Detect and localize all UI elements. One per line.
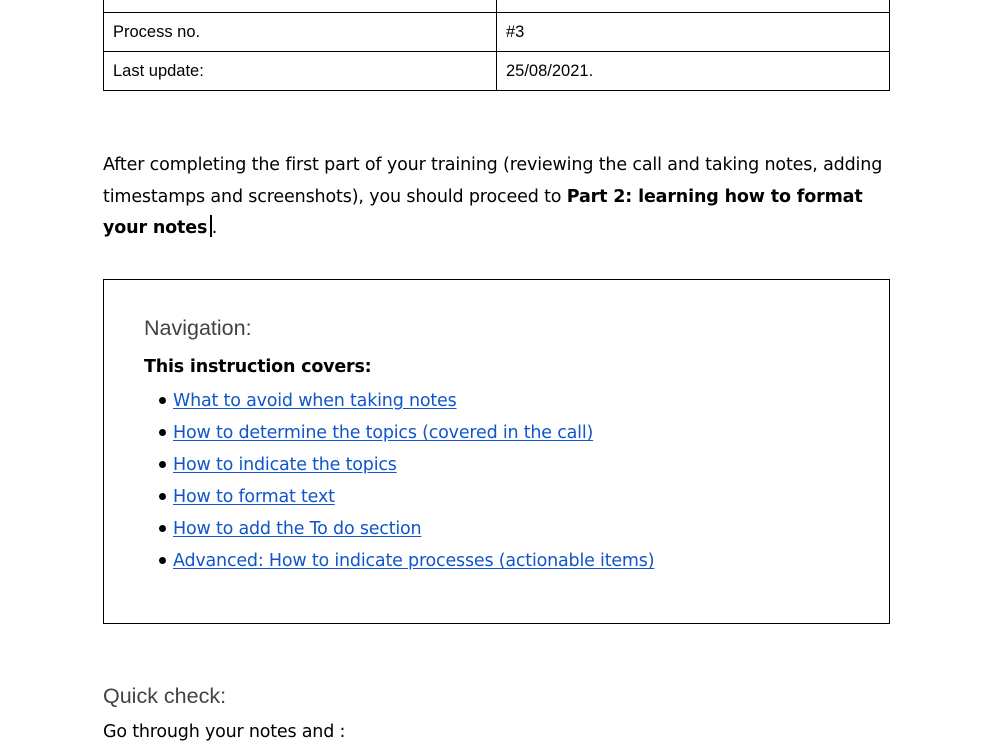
- nav-link-indicate-topics[interactable]: How to indicate the topics: [173, 455, 397, 475]
- table-row: [104, 0, 890, 13]
- process-info-table: [103, 0, 890, 91]
- navigation-subtitle: This instruction covers:: [144, 357, 372, 377]
- process-no-label[interactable]: Process no.: [104, 13, 497, 52]
- bullet-icon: [159, 397, 166, 404]
- list-item: [159, 545, 654, 577]
- quick-check-heading: Quick check:: [103, 684, 227, 708]
- table-cell-value[interactable]: [497, 0, 890, 13]
- bullet-icon: [159, 493, 166, 500]
- table-row: [104, 13, 890, 52]
- quick-check-text[interactable]: Go through your notes and :: [103, 722, 346, 742]
- nav-link-avoid[interactable]: What to avoid when taking notes: [173, 391, 457, 411]
- intro-text: After completing the first part of your training (reviewing the call and taking notes, adding timestamps and screenshots), you should proceed to: [103, 155, 883, 207]
- last-update-value[interactable]: 25/08/2021.: [497, 52, 890, 91]
- list-item: [159, 449, 654, 481]
- intro-paragraph[interactable]: [103, 150, 893, 245]
- nav-link-advanced-processes[interactable]: Advanced: How to indicate processes (actionable items): [173, 551, 655, 571]
- navigation-list: [159, 385, 654, 577]
- nav-link-format-text[interactable]: How to format text: [173, 487, 335, 507]
- list-item: [159, 481, 654, 513]
- intro-bold-text: Part 2: learning how to format your notes: [103, 186, 863, 238]
- nav-link-determine-topics[interactable]: How to determine the topics (covered in the call): [173, 423, 594, 443]
- list-item: [159, 513, 654, 545]
- bullet-icon: [159, 429, 166, 436]
- navigation-box: [103, 279, 890, 624]
- bullet-icon: [159, 525, 166, 532]
- last-update-label[interactable]: Last update:: [104, 52, 497, 91]
- list-item: [159, 385, 654, 417]
- table-row: [104, 52, 890, 91]
- process-no-value[interactable]: #3: [497, 13, 890, 52]
- intro-text-end: .: [211, 218, 218, 238]
- navigation-heading: Navigation:: [144, 316, 252, 340]
- bullet-icon: [159, 461, 166, 468]
- list-item: [159, 417, 654, 449]
- nav-link-todo-section[interactable]: How to add the To do section: [173, 519, 422, 539]
- bullet-icon: [159, 557, 166, 564]
- table-cell-label[interactable]: [104, 0, 497, 13]
